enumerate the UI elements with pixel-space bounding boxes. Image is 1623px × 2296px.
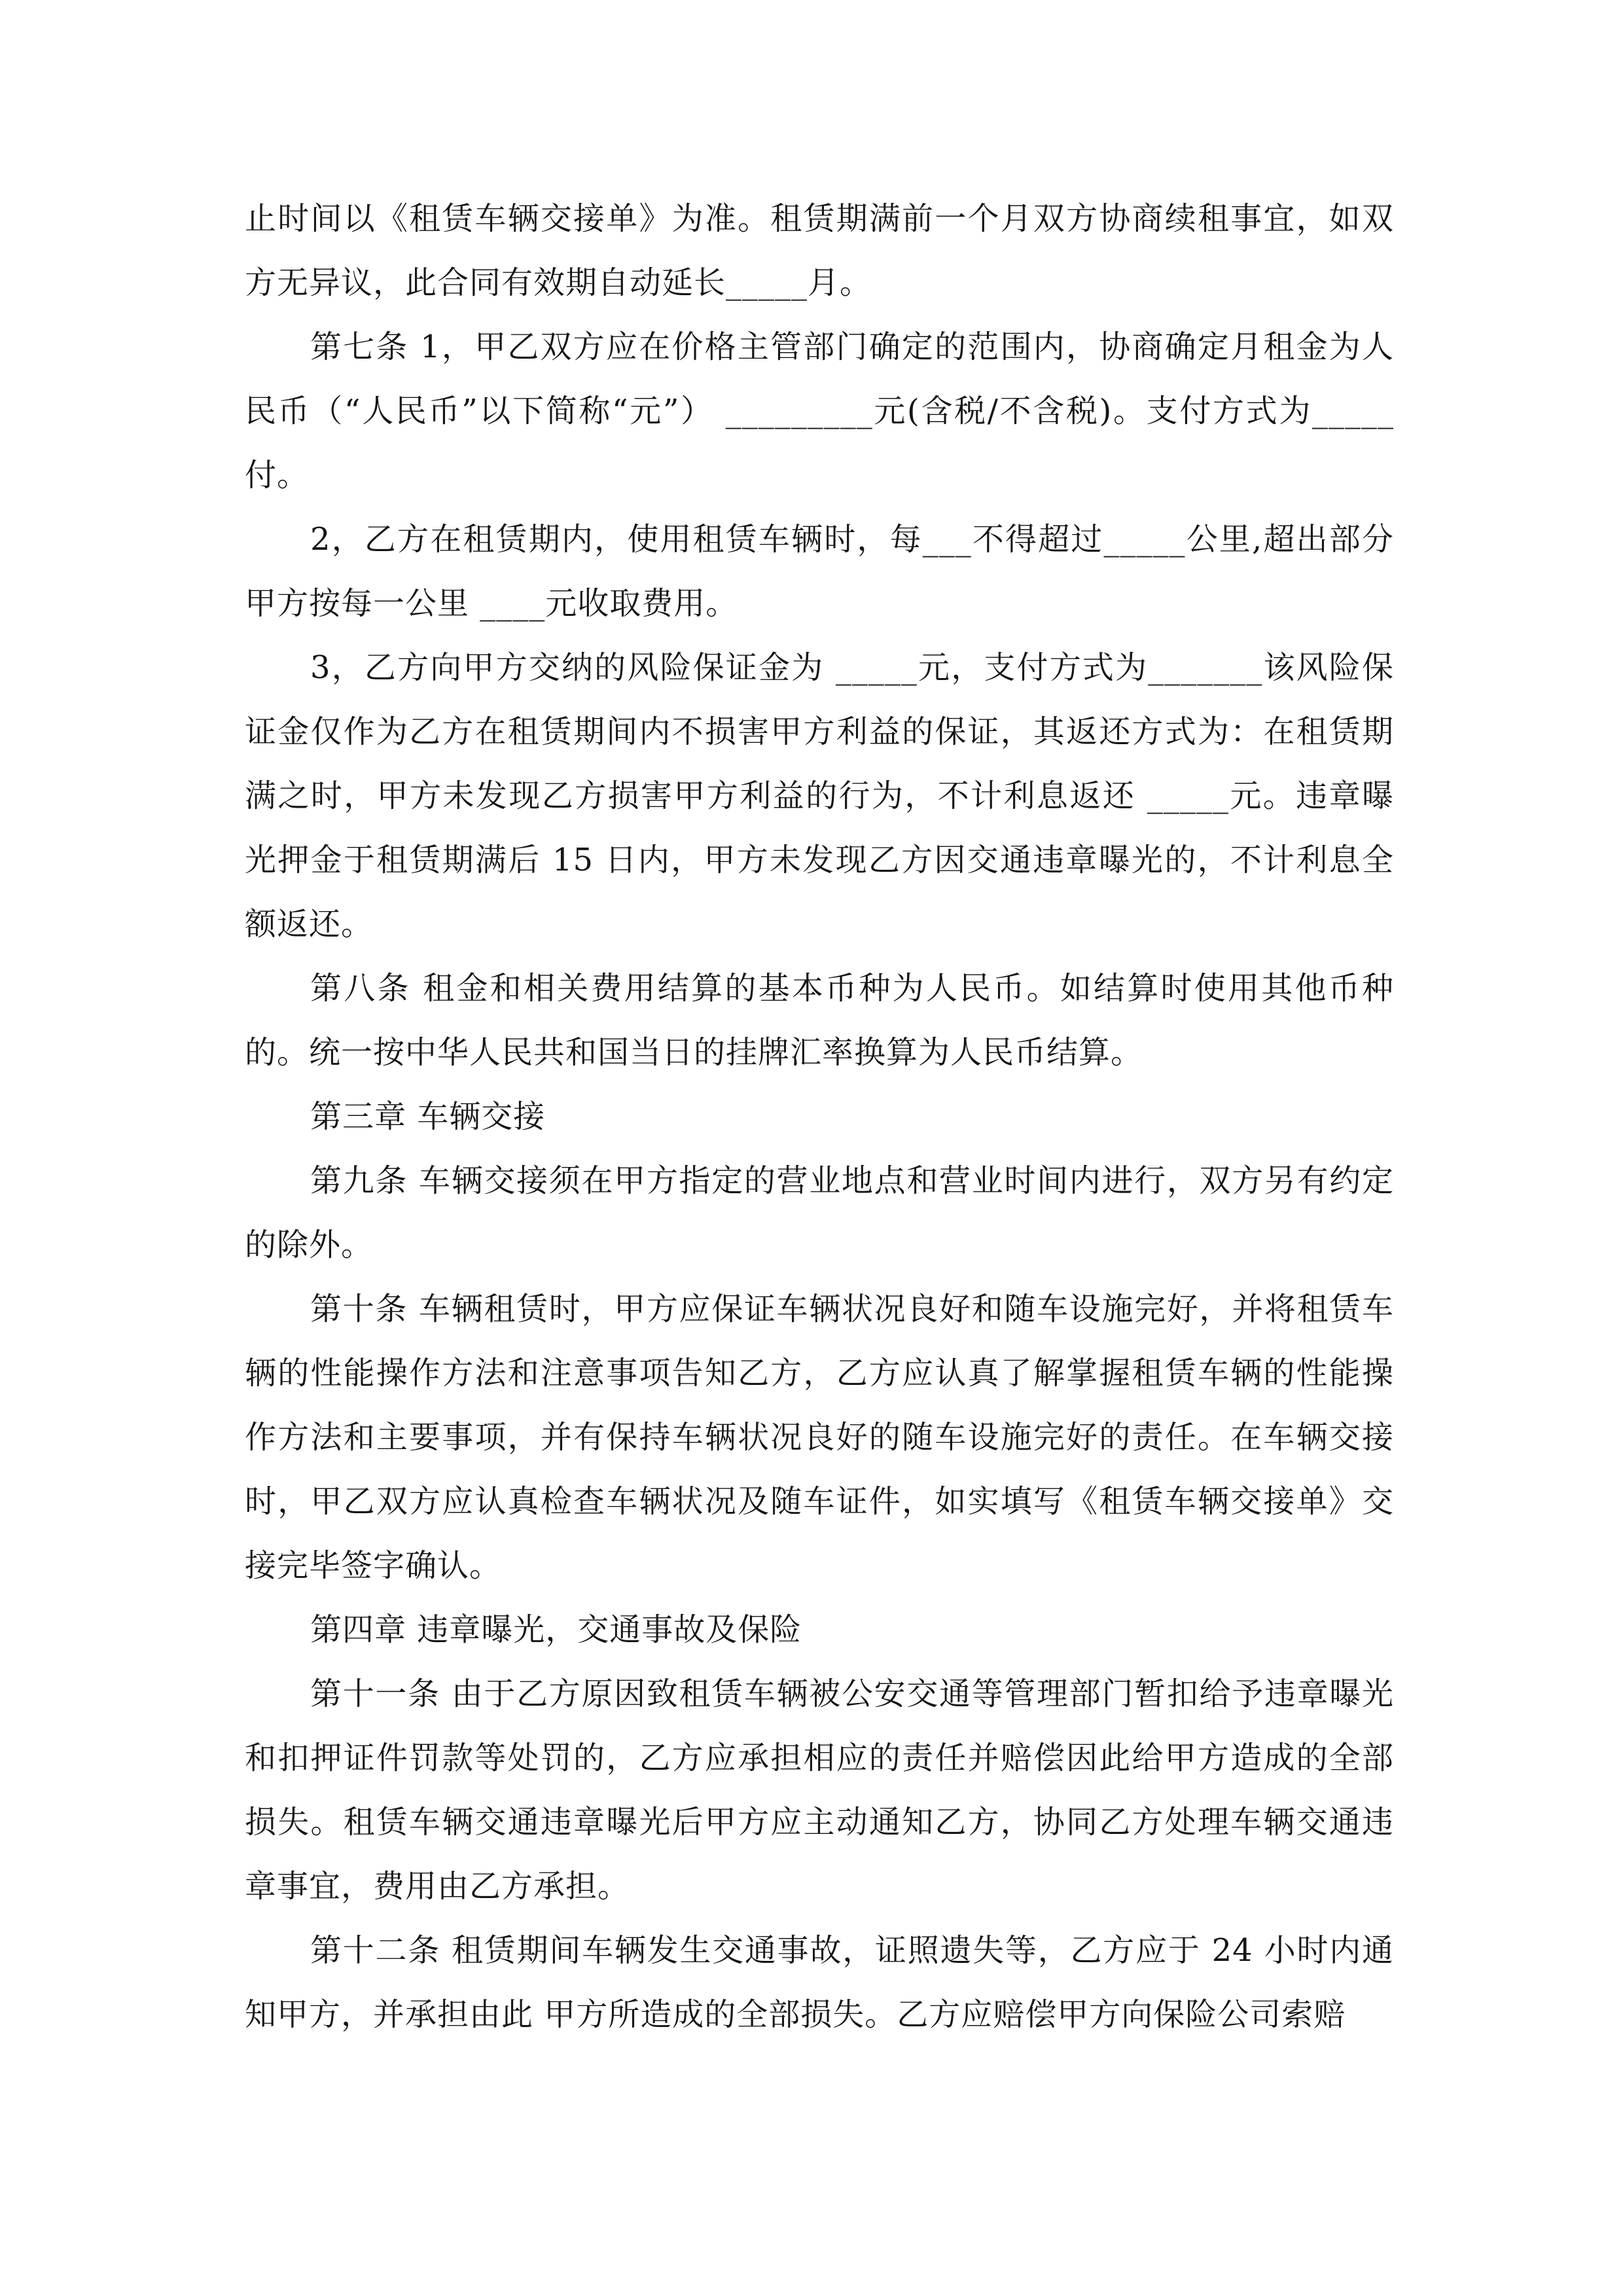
article-10: 第十条 车辆租赁时，甲方应保证车辆状况良好和随车设施完好，并将租赁车辆的性能操作方法和注意事项告知乙方，乙方应认真了解掌握租赁车辆的性能操作方法和主要事项，并有保持车辆状况良好的随车设施完好的责任。在车辆交接时，甲乙双方应认真检查车辆状况及随车证件，如实填写《租赁车辆交接单》交接完毕签字确认。 xyxy=(245,1291,1394,1584)
contract-body xyxy=(245,187,1394,2047)
article-7-clause-2: 2，乙方在租赁期内，使用租赁车辆时，每___不得超过_____公里,超出部分甲方按每一公里 ____元收取费用。 xyxy=(245,521,1394,622)
article-8: 第八条 租金和相关费用结算的基本币种为人民币。如结算时使用其他币种的。统一按中华人民共和国当日的挂牌汇率换算为人民币结算。 xyxy=(245,970,1394,1071)
article-9: 第九条 车辆交接须在甲方指定的营业地点和营业时间内进行，双方另有约定的除外。 xyxy=(245,1162,1394,1263)
article-11: 第十一条 由于乙方原因致租赁车辆被公安交通等管理部门暂扣给予违章曝光和扣押证件罚款等处罚的，乙方应承担相应的责任并赔偿因此给甲方造成的全部损失。租赁车辆交通违章曝光后甲方应主动通知乙方，协同乙方处理车辆交通违章事宜，费用由乙方承担。 xyxy=(245,1676,1394,1905)
article-12: 第十二条 租赁期间车辆发生交通事故，证照遗失等，乙方应于 24 小时内通知甲方，并承担由此 甲方所造成的全部损失。乙方应赔偿甲方向保险公司索赔 xyxy=(245,1932,1394,2033)
article-7-clause-1: 第七条 1，甲乙双方应在价格主管部门确定的范围内，协商确定月租金为人民币（“人民币”以下简称“元”） _________元(含税/不含税)。支付方式为_____付。 xyxy=(245,329,1394,493)
paragraph-continuation: 止时间以《租赁车辆交接单》为准。租赁期满前一个月双方协商续租事宜，如双方无异议，此合同有效期自动延长_____月。 xyxy=(245,200,1394,301)
chapter-3-heading: 第三章 车辆交接 xyxy=(310,1098,546,1135)
article-7-clause-3: 3，乙方向甲方交纳的风险保证金为 _____元，支付方式为_______该风险保证金仅作为乙方在租赁期间内不损害甲方利益的保证，其返还方式为：在租赁期满之时，甲方未发现乙方损害甲方利益的行为，不计利息返还 _____元。违章曝光押金于租赁期满后 15 日内，甲方未发现乙方因交通违章曝光的，不计利息全额返还。 xyxy=(245,649,1394,942)
chapter-4-heading: 第四章 违章曝光，交通事故及保险 xyxy=(310,1611,802,1648)
